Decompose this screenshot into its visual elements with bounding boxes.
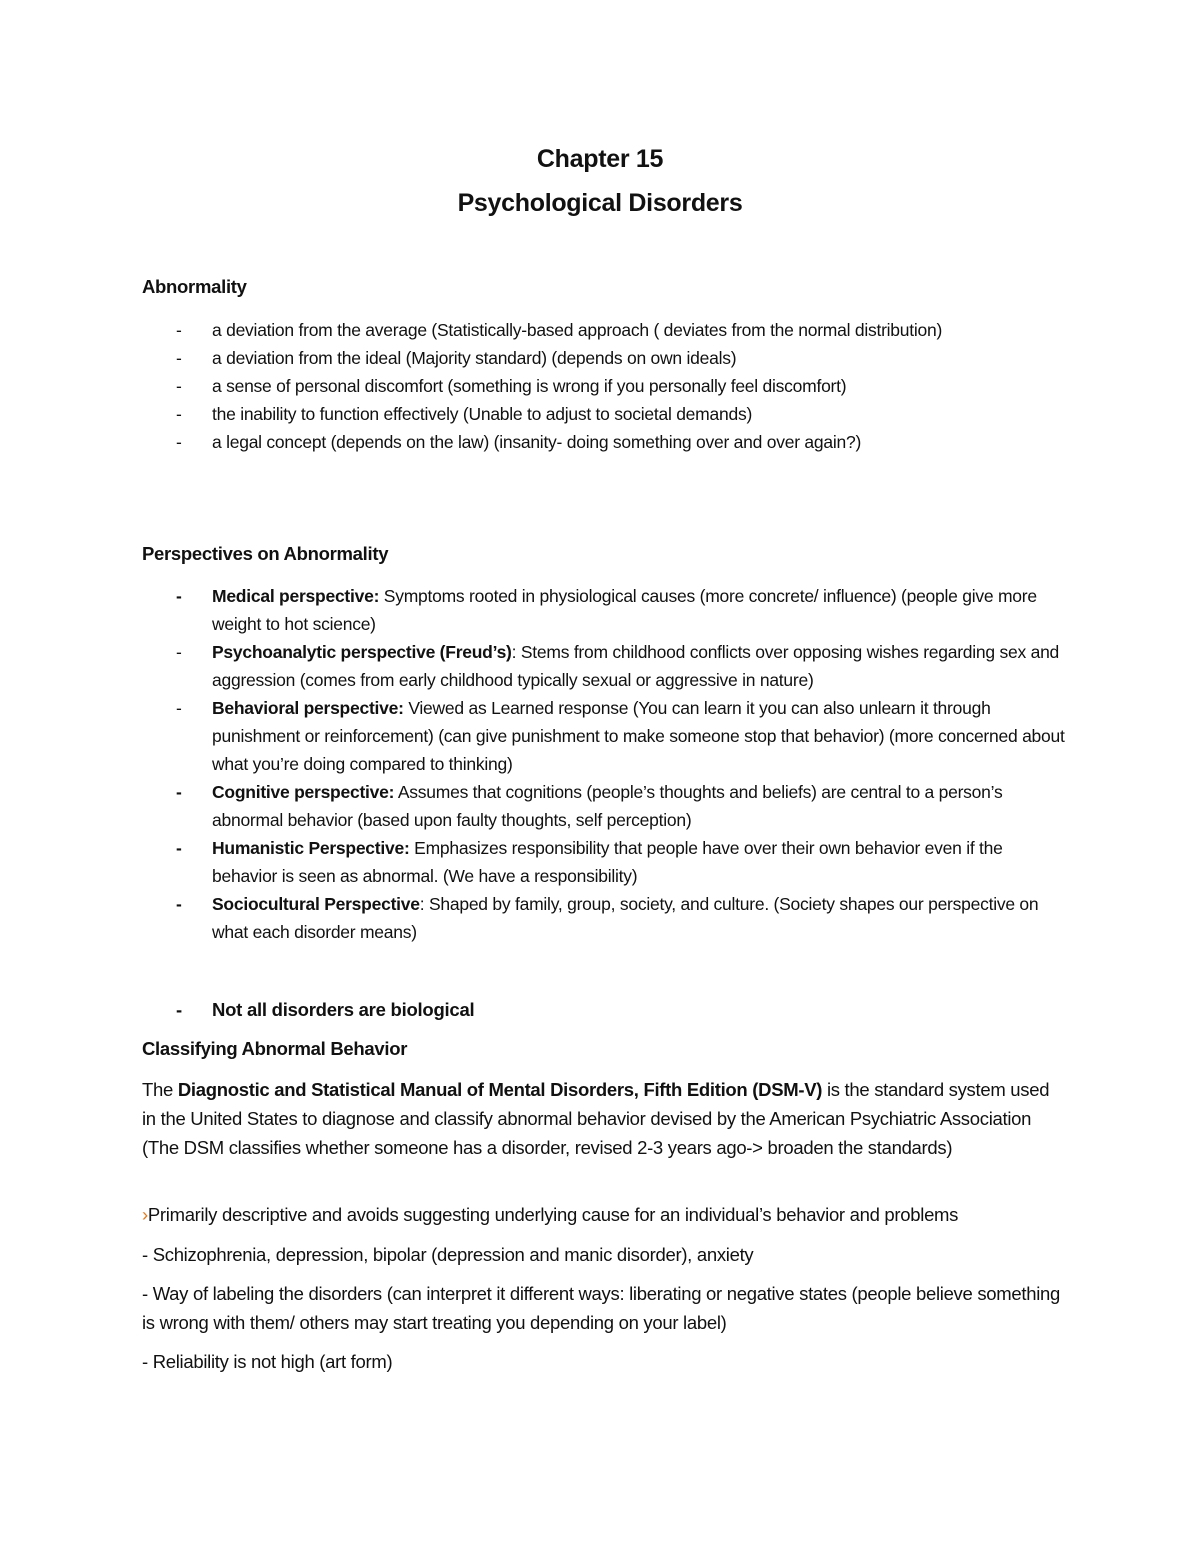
list-item-text: a sense of personal discomfort (something is wrong if you personally feel discomfort) — [212, 376, 847, 396]
list-item — [142, 694, 1072, 778]
list-item — [142, 834, 1072, 890]
examples-paragraph: - Schizophrenia, depression, bipolar (depression and manic disorder), anxiety — [142, 1244, 754, 1265]
list-item-text: a deviation from the average (Statistically-based approach ( deviates from the normal distribution) — [212, 320, 943, 340]
perspective-text: : Shaped by family, group, society, and culture. (Society shapes our perspective on what each disorder means) — [212, 894, 1039, 942]
dsm-title: Diagnostic and Statistical Manual of Mental Disorders, Fifth Edition (DSM-V) — [177, 1079, 823, 1100]
perspective-term: Cognitive perspective: — [212, 782, 395, 802]
note-text: Not all disorders are biological — [212, 999, 475, 1020]
list-item — [142, 890, 1072, 946]
list-item — [142, 344, 1062, 372]
dash-bullet: - — [176, 838, 182, 858]
dash-bullet: - — [176, 999, 182, 1020]
list-item-text: the inability to function effectively (Unable to adjust to societal demands) — [212, 404, 753, 424]
dash-bullet: - — [176, 586, 182, 606]
dash-bullet: - — [176, 320, 182, 340]
list-item — [142, 778, 1072, 834]
perspective-term: Behavioral perspective: — [212, 698, 404, 718]
list-item — [142, 582, 1072, 638]
list-item — [142, 316, 1062, 344]
descriptive-text: Primarily descriptive and avoids suggesting underlying cause for an individual’s behavior and problems — [147, 1204, 959, 1225]
list-item — [142, 428, 1062, 456]
list-item-text: a legal concept (depends on the law) (insanity- doing something over and over again?) — [212, 432, 862, 452]
perspective-term: Sociocultural Perspective — [212, 894, 420, 914]
abnormality-heading: Abnormality — [142, 276, 247, 297]
note-list — [142, 996, 1062, 1024]
abnormality-list — [142, 316, 1062, 456]
perspective-term: Psychoanalytic perspective (Freud’s) — [212, 642, 512, 662]
dash-bullet: - — [176, 432, 182, 452]
chapter-title: Chapter 15 — [536, 145, 664, 173]
perspectives-heading: Perspectives on Abnormality — [142, 543, 389, 564]
perspective-term: Medical perspective: — [212, 586, 380, 606]
arrow-bullet-icon: › — [142, 1204, 148, 1225]
dash-bullet: - — [176, 348, 182, 368]
descriptive-paragraph — [142, 1200, 1062, 1229]
perspective-text: Assumes that cognitions (people’s thoughts and beliefs) are central to a person’s abnormal behavior (based upon faulty thoughts, self perception) — [212, 782, 1003, 830]
perspective-text: Viewed as Learned response (You can learn it you can also unlearn it through punishment or reinforcement) (can give punishment to make someone stop that behavior) (more concerned about what you’re doing compared to thinking) — [212, 698, 1065, 774]
perspective-term: Humanistic Perspective: — [212, 838, 410, 858]
list-item — [142, 996, 1062, 1024]
chapter-subtitle: Psychological Disorders — [457, 189, 743, 217]
dash-bullet: - — [176, 404, 182, 424]
reliability-paragraph: - Reliability is not high (art form) — [142, 1351, 393, 1372]
classifying-heading: Classifying Abnormal Behavior — [142, 1038, 408, 1059]
list-item-text: a deviation from the ideal (Majority standard) (depends on own ideals) — [212, 348, 737, 368]
perspective-text: : Stems from childhood conflicts over opposing wishes regarding sex and aggression (comes from early childhood typically sexual or aggressive in nature) — [212, 642, 1060, 690]
dash-bullet: - — [176, 894, 182, 914]
list-item — [142, 372, 1062, 400]
perspectives-list — [142, 582, 1072, 946]
dash-bullet: - — [176, 782, 182, 802]
dsm-intro-paragraph — [142, 1075, 1062, 1162]
list-item — [142, 400, 1062, 428]
perspective-text: Emphasizes responsibility that people have over their own behavior even if the behavior is seen as abnormal. (We have a responsibility) — [212, 838, 1003, 886]
list-item — [142, 638, 1072, 694]
dash-bullet: - — [176, 642, 182, 662]
dash-bullet: - — [176, 376, 182, 396]
dash-bullet: - — [176, 698, 182, 718]
perspective-text: Symptoms rooted in physiological causes (more concrete/ influence) (people give more weight to hot science) — [212, 586, 1037, 634]
dsm-intro-post: is the standard system used in the United States to diagnose and classify abnormal behavior devised by the American Psychiatric Association (The DSM classifies whether someone has a disorder, revised 2-3 years ago-> broaden the standards) — [142, 1079, 1050, 1158]
labeling-paragraph: - Way of labeling the disorders (can interpret it different ways: liberating or negative states (people believe something is wrong with them/ others may start treating you depending on your label) — [142, 1283, 1060, 1333]
dsm-intro-pre: The — [142, 1079, 178, 1100]
